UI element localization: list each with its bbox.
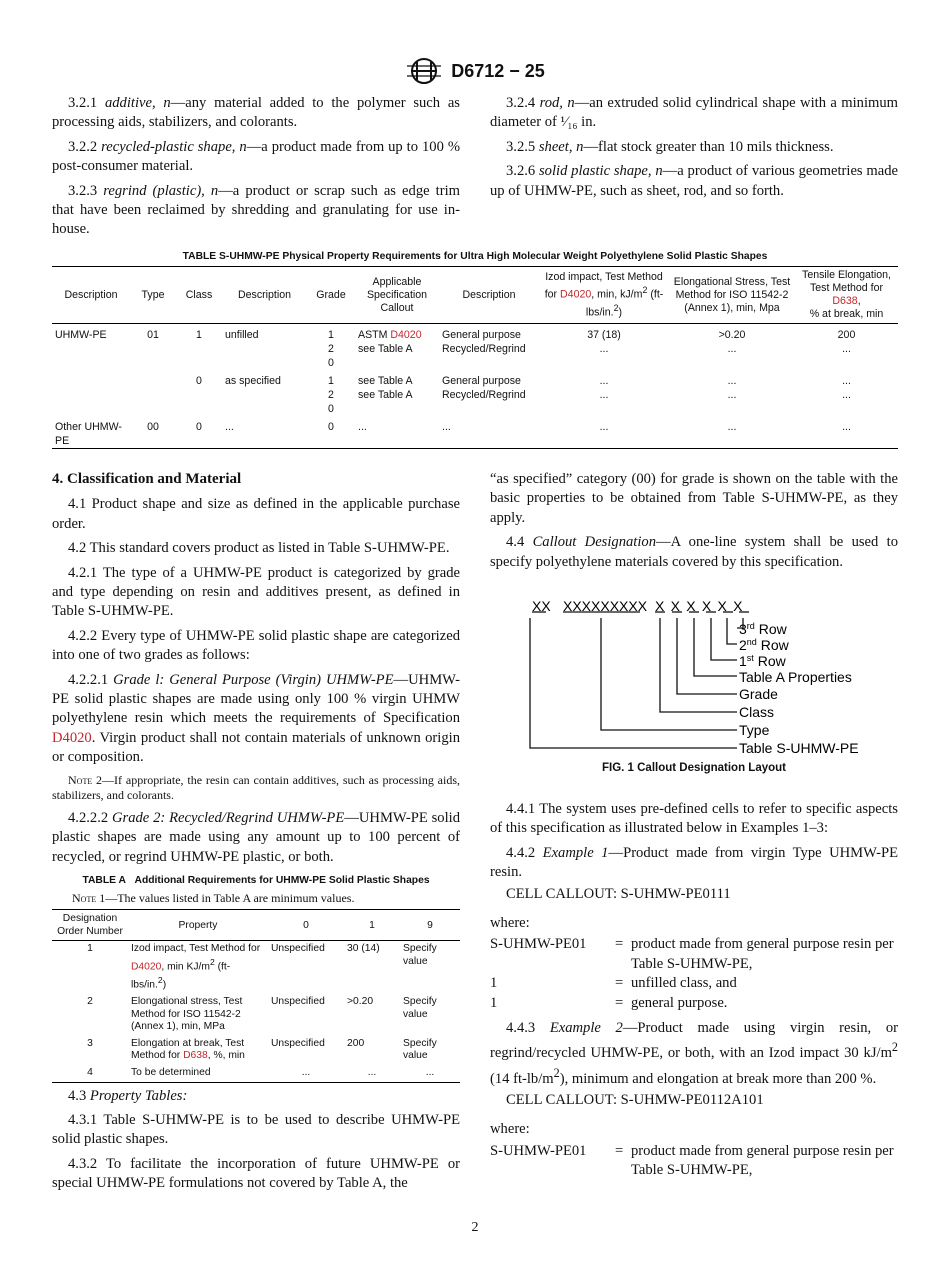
ta-cell-9: Specify value (403, 995, 437, 1020)
cell-type (130, 402, 176, 416)
cell-desc (52, 388, 130, 402)
ta-cell-property: Elongation at break, Test Method for D638, %, min (131, 1037, 245, 1062)
main-table-row (52, 370, 898, 388)
cell-callout: ASTM D4020 (358, 329, 422, 341)
def-3-2-5: 3.2.5 sheet, n—flat stock greater than 10 mils thickness. (506, 138, 834, 155)
cell-izod: 37 (18) (587, 329, 621, 341)
cell-elong (669, 402, 795, 416)
cell-grade: 0 (328, 421, 334, 433)
ta-cell-9: Specify value (403, 1037, 437, 1062)
cell-callout: see Table A (358, 343, 413, 355)
th-elong: Elongational Stress, Test Method for ISO 11542-2 (Annex 1), min, Mpa (673, 275, 791, 314)
ta-cell-order: 1 (87, 943, 93, 955)
cell-elong: ... (727, 421, 737, 433)
callout-2: CELL CALLOUT: S-UHMW-PE0112A101 (506, 1092, 764, 1108)
table-a-row (52, 1036, 460, 1065)
para-4-2-2-2: 4.2.2.2 Grade 2: Recycled/Regrind UHMW-PE—UHMW-PE solid plastic shapes are made using any amount up to 100 percent of recycled, or regrind UHMW-PE plastic, or both. (52, 809, 461, 865)
ta-cell-property: To be determined (131, 1066, 211, 1078)
cell-desc (52, 342, 130, 356)
ta-cell-order: 3 (87, 1037, 93, 1049)
cell-izod: ... (599, 389, 609, 401)
cell-desc: UHMW-PE (55, 329, 107, 341)
cell-elong: >0.20 (718, 329, 746, 341)
cell-tensile (795, 356, 898, 370)
cell-izod (539, 402, 669, 416)
left-column (52, 470, 460, 1199)
th-grade: Grade (316, 288, 346, 301)
cell-definition-key: S-UHMW-PE01 (490, 936, 587, 953)
where-1: where: (490, 915, 530, 932)
fig-label-row1: 1st Row (739, 653, 786, 669)
para-4-2-2: 4.2.2 Every type of UHMW-PE solid plastic shape are categorized into one of two grades as follows: (52, 627, 460, 664)
link-test-method[interactable]: D638 (183, 1050, 208, 1062)
cell-type (130, 388, 176, 402)
ta-cell-0: Unspecified (271, 995, 325, 1007)
cell-desc3: Recycled/Regrind (442, 389, 526, 401)
ta-cell-9: ... (425, 1066, 435, 1078)
cell-desc2: ... (225, 421, 234, 433)
cell-tensile: ... (842, 421, 851, 433)
para-4-2: 4.2 This standard covers product as listed in Table S-UHMW-PE. (68, 540, 450, 557)
cell-definition-value: product made from general purpose resin per Table S-UHMW-PE, (631, 1142, 894, 1179)
ta-cell-0: ... (301, 1066, 311, 1078)
cell-callout: see Table A (358, 375, 413, 387)
ta-cell-property: Izod impact, Test Method for D4020, $\min KJ/m^2$ (ft-lbs/in.$^2$) (131, 943, 261, 991)
ta-th-1: 1 (369, 919, 375, 931)
main-table-header-row (52, 267, 898, 324)
cell-class (176, 356, 222, 370)
ta-cell-1: 200 (347, 1037, 365, 1049)
fig-label-table-s: Table S-UHMW-PE (739, 740, 859, 756)
cell-class: 1 (196, 329, 202, 341)
fig-label-row3: 3rd Row (739, 621, 787, 637)
fig-code-1: XX (532, 598, 551, 614)
ta-cell-property: Elongational stress, Test Method for ISO 11542-2 (Annex 1), min, MPa (131, 995, 243, 1033)
def-3-2-4: 3.2.4 rod, n—an extruded solid cylindrical shape with a minimum diameter of ¹⁄₁₆ in. (490, 95, 899, 131)
th-description: Description (64, 288, 118, 301)
th-callout: Applicable Specification Callout (366, 275, 428, 314)
cell-definition-value: general purpose. (631, 994, 728, 1011)
cell-desc2 (222, 402, 307, 416)
main-table (52, 266, 898, 449)
link-d4020[interactable]: D4020 (560, 288, 592, 301)
cell-class: 0 (196, 421, 202, 433)
para-4-4-3: 4.4.3 Example 2—Product made using virgin resin, or regrind/recycled UHMW-PE, or both, with an Izod impact 30 $kJ/m^2$ (14 $ft-lb/m^2$), minimum and elongation at break more than 200 %. (490, 1020, 898, 1087)
main-table-caption: TABLE S-UHMW-PE Physical Property Requirements for Ultra High Molecular Weight Polyethylene Solid Plastic Shapes (182, 251, 768, 262)
cell-definition (490, 994, 898, 1013)
cell-grade: 0 (328, 357, 334, 369)
cell-definition (490, 935, 898, 974)
cell-izod: ... (599, 343, 609, 355)
cell-desc: Other UHMW-PE (55, 421, 122, 447)
para-4-3-2: 4.3.2 To facilitate the incorporation of future UHMW-PE or special UHMW-PE formulations not covered by Table A, the (52, 1155, 460, 1192)
cell-desc2: unfilled (225, 329, 259, 341)
th-class: Class (185, 288, 213, 301)
cell-definition-value: product made from general purpose resin per Table S-UHMW-PE, (631, 936, 894, 972)
ta-th-order: Designation Order Number (57, 913, 123, 938)
ta-th-0: 0 (303, 919, 309, 931)
right-column-lower (490, 800, 898, 1181)
para-4-4-1: 4.4.1 The system uses pre-defined cells to refer to specific aspects of this specification as illustrated below in Examples 1–3: (490, 801, 898, 837)
th-description2: Description (238, 288, 291, 301)
cell-tensile: ... (842, 343, 851, 355)
cell-definition-key: 1 (490, 994, 498, 1011)
cell-elong: ... (727, 389, 737, 401)
cell-callout (355, 402, 439, 416)
ta-cell-order: 4 (87, 1066, 93, 1078)
cell-desc (52, 356, 130, 370)
cell-izod: ... (599, 375, 609, 387)
note-2: Note 2—If appropriate, the resin can contain additives, such as processing aids, stabilizers, and colorants. (52, 772, 460, 802)
link-d4020-spec[interactable]: D4020 (52, 729, 92, 746)
cell-type (130, 370, 176, 388)
cell-tensile (795, 402, 898, 416)
para-4-3: 4.3 Property Tables: (68, 1087, 188, 1104)
cell-type: 00 (147, 421, 159, 433)
cell-desc3 (439, 356, 539, 370)
cell-tensile: ... (842, 389, 851, 401)
page-header (0, 56, 950, 86)
link-d638[interactable]: D638 (832, 295, 858, 307)
ta-cell-0: Unspecified (271, 1037, 325, 1049)
cell-definition (490, 1142, 898, 1181)
table-a-caption: TABLE A Additional Requirements for UHMW-PE Solid Plastic Shapes (82, 874, 430, 886)
th-tensile: Tensile Elongation, Test Method for D638, % at break, min (802, 269, 891, 320)
ta-th-property: Property (178, 919, 218, 931)
fig-label-type: Type (739, 722, 770, 738)
right-top-column (490, 94, 898, 206)
table-a-row (52, 1065, 460, 1082)
cell-desc2 (222, 388, 307, 402)
cell-tensile: 200 (837, 329, 856, 341)
cell-class (176, 388, 222, 402)
cell-desc2 (222, 356, 307, 370)
main-table-row (52, 356, 898, 370)
cell-desc3: General purpose (442, 329, 521, 341)
para-4-3-1: 4.3.1 Table S-UHMW-PE is to be used to describe UHMW-PE solid plastic shapes. (52, 1111, 460, 1148)
designation: D6712 − 25 (451, 60, 545, 81)
table-a-header-row (52, 910, 460, 941)
table-a (52, 909, 460, 1082)
cell-definition-key: 1 (490, 975, 498, 992)
para-4-1: 4.1 Product shape and size as defined in the applicable purchase order. (52, 496, 460, 532)
ta-cell-1: >0.20 (347, 995, 374, 1007)
cell-desc3 (439, 402, 539, 416)
fig-label-class: Class (739, 704, 775, 720)
cell-type: 01 (147, 329, 159, 341)
table-a-note: Note 1—The values listed in Table A are minimum values. (72, 891, 355, 906)
page-number: 2 (471, 1220, 479, 1235)
astm-logo-icon (405, 56, 443, 86)
table-a-row (52, 941, 460, 994)
cell-class: 0 (196, 375, 202, 387)
cell-elong: ... (727, 375, 737, 387)
fig-code-3: X X X X X X (655, 598, 744, 614)
main-table-row (52, 388, 898, 402)
th-description3: Description (462, 288, 516, 301)
cell-elong: ... (727, 343, 737, 355)
link-test-method[interactable]: D4020 (131, 961, 162, 973)
cell-grade: 1 (328, 329, 334, 341)
ta-cell-0: Unspecified (271, 943, 325, 955)
cell-desc3: ... (442, 421, 451, 433)
cell-type (130, 342, 176, 356)
fig-label-grade: Grade (739, 686, 778, 702)
link-d4020-callout[interactable]: D4020 (390, 329, 422, 341)
table-a-row (52, 994, 460, 1036)
cell-definition-equals: = (615, 994, 624, 1011)
section-4-heading: 4. Classification and Material (52, 471, 242, 487)
cell-type (130, 356, 176, 370)
cell-definition-value: unfilled class, and (631, 975, 737, 992)
main-table-row (52, 402, 898, 416)
cell-desc3: General purpose (442, 375, 521, 387)
cell-grade: 0 (328, 403, 334, 415)
para-4-4: 4.4 Callout Designation—A one-line system shall be used to specify polyethylene materials covered by this specification. (490, 534, 898, 570)
cell-izod: ... (599, 421, 609, 433)
th-izod: Izod impact, Test Method for D4020, min, $kJ/m^2$ (ft-lbs/in.$^2$) (544, 270, 664, 319)
ta-cell-9: Specify value (403, 943, 437, 967)
cell-grade: 2 (328, 389, 334, 401)
cell-elong (669, 356, 795, 370)
callout-1: CELL CALLOUT: S-UHMW-PE0111 (506, 885, 731, 902)
ta-cell-order: 2 (87, 995, 93, 1007)
ta-th-9: 9 (427, 919, 433, 931)
cell-callout (355, 356, 439, 370)
fig-label-row2: 2nd Row (739, 637, 789, 653)
cell-definition-key: S-UHMW-PE01 (490, 1142, 587, 1159)
cell-definition (490, 974, 898, 993)
cell-desc (52, 402, 130, 416)
left-top-column (52, 94, 460, 245)
para-4-2-2-1: 4.2.2.1 Grade l: General Purpose (Virgin) UHMW-PE—UHMW-PE solid plastic shapes are made using only 100 % virgin UHMW polyethylene resin which meets the requirements of Specification D4020. Virgin product shall not contain materials of unknown origin or composition. (52, 671, 460, 766)
cell-izod (539, 356, 669, 370)
main-table-row (52, 416, 898, 449)
def-3-2-2: 3.2.2 recycled-plastic shape, n—a product made from up to 100 % post-consumer material. (52, 138, 460, 175)
cell-definitions-1 (490, 935, 898, 1013)
cell-definition-equals: = (615, 1142, 624, 1159)
para-as-specified: “as specified” category (00) for grade is shown on the table with the basic properties to be obtained from Table S-UHMW-PE, as they apply. (490, 471, 898, 526)
cell-tensile: ... (842, 375, 851, 387)
right-column (490, 470, 898, 577)
cell-callout: ... (358, 421, 367, 433)
cell-class (176, 402, 222, 416)
cell-callout: see Table A (358, 389, 413, 401)
main-table-row (52, 342, 898, 356)
where-2: where: (490, 1121, 530, 1138)
fig-code-2: XXXXXXXXX (563, 598, 648, 614)
main-table-row (52, 324, 898, 343)
cell-desc (52, 370, 130, 388)
cell-grade: 2 (328, 343, 334, 355)
def-3-2-6: 3.2.6 solid plastic shape, n—a product of various geometries made up of UHMW-PE, such as sheet, rod, and so forth. (490, 163, 898, 199)
cell-desc2: as specified (225, 375, 281, 387)
para-4-4-2: 4.4.2 Example 1—Product made from virgin Type UHMW-PE resin. (490, 844, 898, 881)
cell-definitions-2 (490, 1142, 898, 1181)
cell-class (176, 342, 222, 356)
ta-cell-1: ... (367, 1066, 377, 1078)
callout-designation-figure (505, 596, 885, 762)
cell-desc3: Recycled/Regrind (442, 343, 526, 355)
fig-label-table-a: Table A Properties (739, 669, 852, 685)
cell-grade: 1 (328, 375, 334, 387)
cell-definition-equals: = (615, 936, 624, 953)
ta-cell-1: 30 (14) (347, 943, 380, 955)
figure-caption: FIG. 1 Callout Designation Layout (601, 762, 786, 774)
def-3-2-3: 3.2.3 regrind (plastic), n—a product or scrap such as edge trim that have been reclaimed by shredding and granulating for use in-house. (52, 182, 460, 238)
cell-definition-equals: = (615, 975, 624, 992)
para-4-2-1: 4.2.1 The type of a UHMW-PE product is categorized by grade and type depending on resin and additives present, as defined in Table S-UHMW-PE. (52, 564, 460, 620)
cell-desc2 (222, 342, 307, 356)
def-3-2-1: 3.2.1 additive, n—any material added to the polymer such as processing aids, stabilizers, and colorants. (52, 95, 460, 131)
th-type: Type (141, 288, 165, 301)
